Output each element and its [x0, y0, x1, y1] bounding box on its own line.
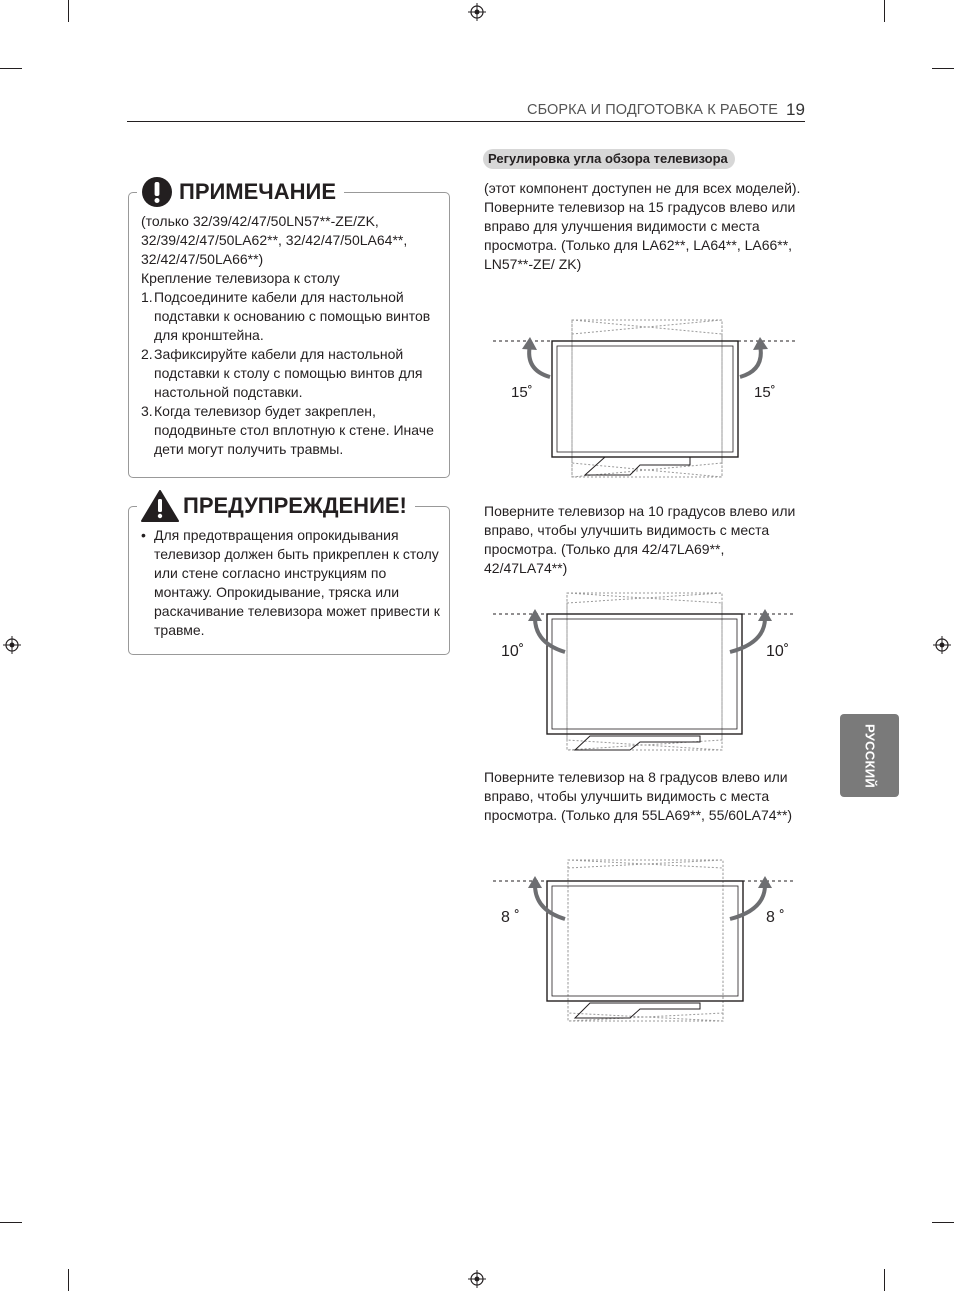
swivel-text-8deg: Поверните телевизор на 8 градусов влево или вправо, чтобы улучшить видимость с места просмотра. (Только для 55LA69**, 55/60LA74**) [484, 769, 793, 823]
angle-label-right: 15˚ [754, 384, 776, 401]
crop-mark [68, 0, 69, 22]
registration-mark-icon [468, 3, 486, 21]
crop-mark [932, 68, 954, 69]
registration-mark-icon [3, 636, 21, 654]
warning-bullet-item: • Для предотвращения опрокидывания телевизор должен быть прикреплен к столу или стене согласно инструкциям по монтажу. Опрокидывание, тряска или раскачивание телевизора может привести к травме. [141, 527, 440, 638]
section-title: СБОРКА И ПОДГОТОВКА К РАБОТЕ [527, 102, 778, 118]
angle-label-right: 10˚ [766, 643, 790, 660]
crop-mark [884, 1269, 885, 1291]
note-steps-list [141, 288, 441, 459]
crop-mark [0, 1222, 22, 1223]
crop-mark [0, 68, 22, 69]
angle-label-left: 10˚ [501, 643, 525, 660]
note-content [141, 212, 441, 459]
crop-mark [884, 0, 885, 22]
crop-mark [68, 1269, 69, 1291]
tv-swivel-diagram-10 [490, 588, 800, 760]
angle-label-right: 8 ˚ [766, 909, 785, 926]
warning-triangle-icon [141, 490, 179, 522]
tv-swivel-diagram-15 [490, 315, 800, 485]
swivel-text-10deg: Поверните телевизор на 10 градусов влево или вправо, чтобы улучшить видимость с места просмотра. (Только для 42/47LA69**, 42/47LA74**) [484, 503, 796, 576]
note-title-text: ПРИМЕЧАНИЕ [179, 179, 337, 204]
note-title [137, 175, 344, 209]
tv-swivel-diagram-8 [490, 855, 800, 1027]
header-divider [127, 121, 805, 122]
exclamation-circle-icon [141, 176, 173, 208]
registration-mark-icon [468, 1270, 486, 1288]
warning-title [137, 489, 415, 523]
warning-content [141, 526, 441, 640]
list-item: 2. Зафиксируйте кабели для настольной подставки к столу с помощью винтов для настольной подставки. [141, 346, 423, 400]
list-item: 3. Когда телевизор будет закреплен, пододвиньте стол вплотную к стене. Иначе дети могут получить травмы. [141, 403, 434, 457]
swivel-intro: (этот компонент доступен не для всех моделей). Поверните телевизор на 15 градусов влево или вправо для улучшения видимости с места просмотра. (Только для LA62**, LA64**, LA66**, LN57**-ZE/ ZK) [484, 180, 801, 272]
crop-mark [932, 1222, 954, 1223]
language-tab-label: РУССКИЙ [862, 723, 877, 788]
list-item: 1. Подсоедините кабели для настольной подставки к основанию с помощью винтов для кронштейна. [141, 289, 431, 343]
registration-mark-icon [933, 636, 951, 654]
language-tab[interactable] [840, 714, 899, 797]
page-number: 19 [786, 100, 805, 119]
swivel-heading: Регулировка угла обзора телевизора [483, 149, 735, 169]
angle-label-left: 15˚ [511, 384, 533, 401]
note-models: (только 32/39/42/47/50LN57**-ZE/ZK, 32/39/42/47/50LA62**, 32/42/47/50LA64**, 32/42/47/50LA66**) [141, 213, 408, 267]
warning-title-text: ПРЕДУПРЕЖДЕНИЕ! [183, 493, 407, 518]
note-subtitle: Крепление телевизора к столу [141, 270, 340, 286]
angle-label-left: 8 ˚ [501, 909, 520, 926]
